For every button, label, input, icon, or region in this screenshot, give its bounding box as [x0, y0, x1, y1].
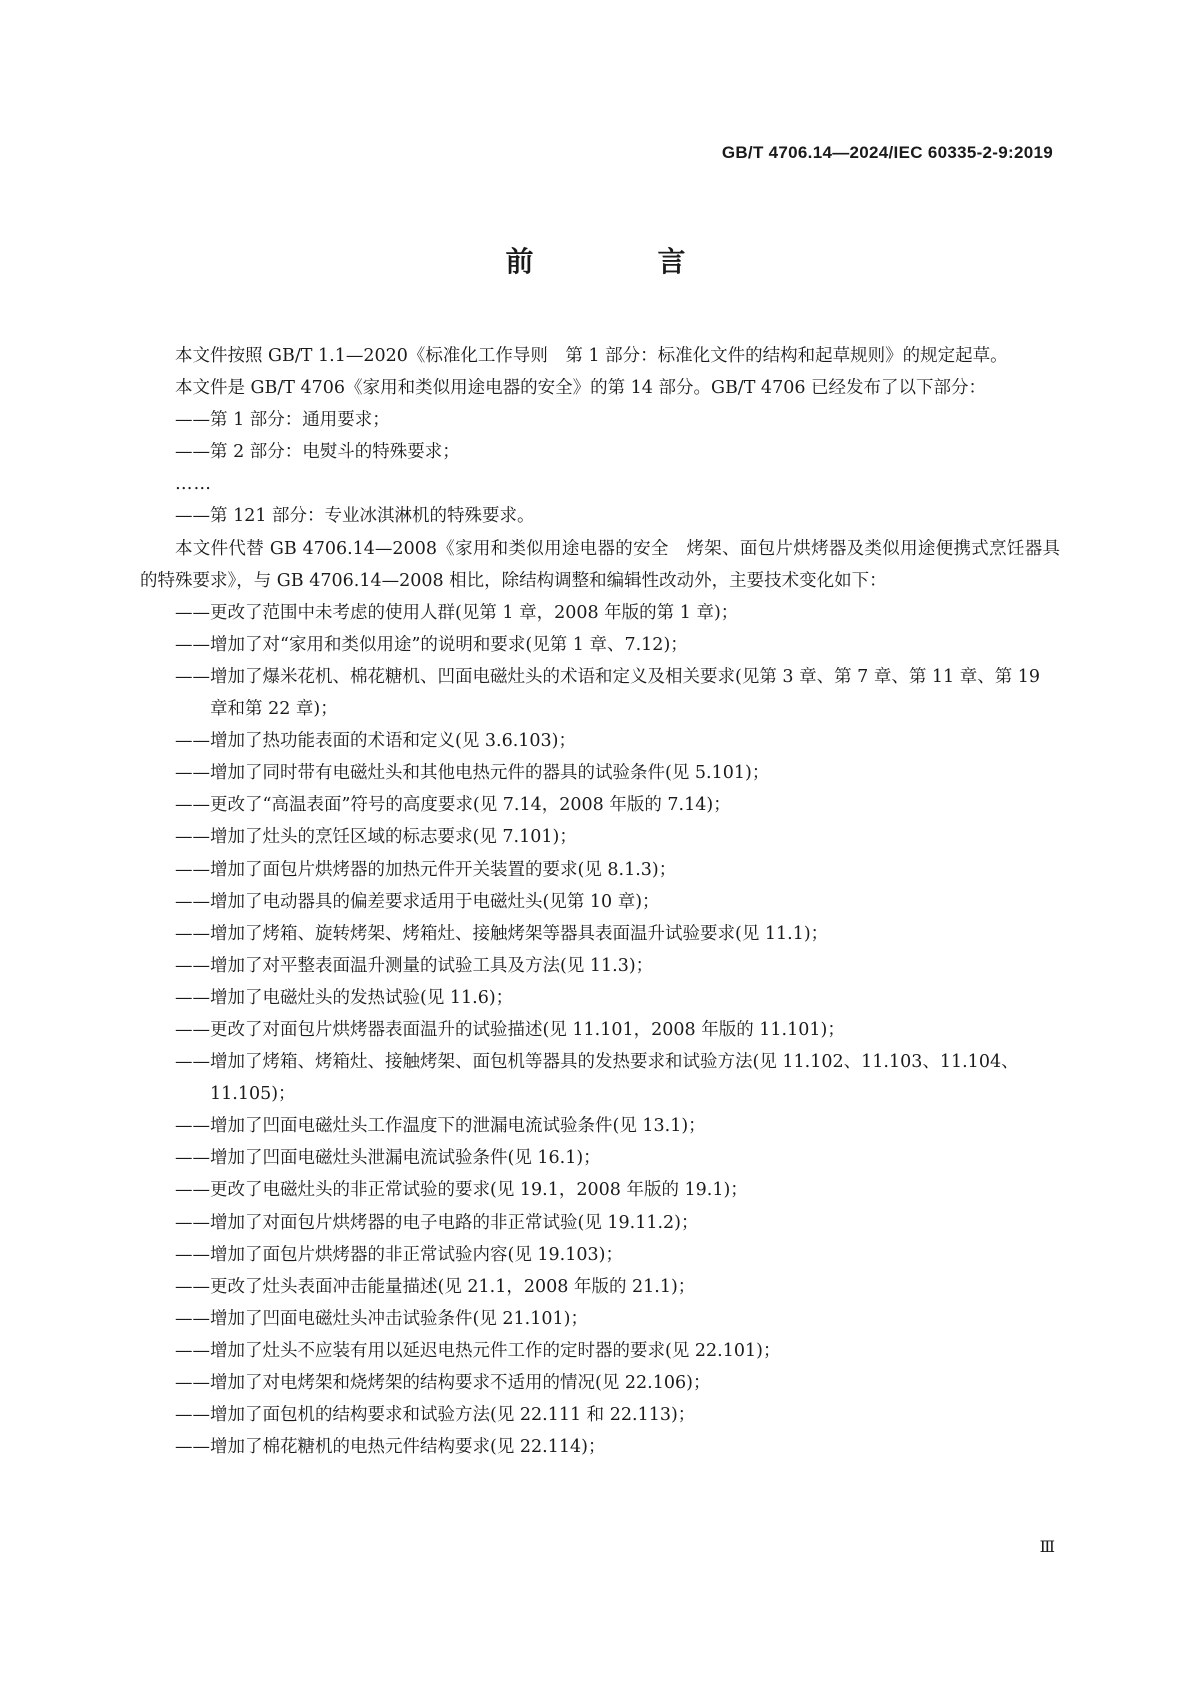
change-item: ——更改了对面包片烘烤器表面温升的试验描述(见 11.101，2008 年版的 11.101)；	[175, 1019, 845, 1040]
change-item: ——增加了电磁灶头的发热试验(见 11.6)；	[175, 987, 514, 1008]
change-item: ——增加了对面包片烘烤器的电子电路的非正常试验(见 19.11.2)；	[175, 1212, 699, 1233]
standard-code-header: GB/T 4706.14—2024/IEC 60335-2-9:2019	[721, 143, 1053, 162]
page-title: 前 言	[505, 245, 734, 278]
change-item: ——增加了凹面电磁灶头工作温度下的泄漏电流试验条件(见 13.1)；	[175, 1116, 706, 1137]
intro-paragraph-2: 本文件是 GB/T 4706《家用和类似用途电器的安全》的第 14 部分。GB/T 4706 已经发布了以下部分：	[175, 378, 987, 399]
page-number: Ⅲ	[1039, 1537, 1055, 1556]
part-item: ——第 2 部分：电熨斗的特殊要求；	[175, 442, 460, 463]
part-item: ——第 1 部分：通用要求；	[175, 410, 390, 431]
intro-paragraph-1: 本文件按照 GB/T 1.1—2020《标准化工作导则 第 1 部分：标准化文件的结构和起草规则》的规定起草。	[175, 346, 1008, 366]
change-item: ——增加了烤箱、烤箱灶、接触烤架、面包机等器具的发热要求和试验方法(见 11.102、11.103、11.104、11.105)；	[175, 1052, 1019, 1105]
change-item: ——增加了爆米花机、棉花糖机、凹面电磁灶头的术语和定义及相关要求(见第 3 章、第 7 章、第 11 章、第 19 章和第 22 章)；	[175, 666, 1041, 720]
change-item: ——增加了热功能表面的术语和定义(见 3.6.103)；	[175, 731, 577, 752]
change-item: ——更改了范围中未考虑的使用人群(见第 1 章，2008 年版的第 1 章)；	[175, 602, 739, 623]
change-item: ——增加了面包机的结构要求和试验方法(见 22.111 和 22.113)；	[175, 1405, 696, 1426]
change-item: ——更改了灶头表面冲击能量描述(见 21.1，2008 年版的 21.1)；	[175, 1276, 696, 1297]
change-item: ——增加了对电烤架和烧烤架的结构要求不适用的情况(见 22.106)；	[175, 1373, 711, 1393]
change-item: ——更改了“高温表面”符号的高度要求(见 7.14，2008 年版的 7.14)；	[175, 795, 731, 816]
change-item: ——增加了对“家用和类似用途”的说明和要求(见第 1 章、7.12)；	[175, 634, 688, 655]
part-item: ——第 121 部分：专业冰淇淋机的特殊要求。	[175, 506, 535, 527]
document-body	[140, 340, 1060, 1463]
change-item: ——增加了面包片烘烤器的非正常试验内容(见 19.103)；	[175, 1244, 623, 1265]
change-item: ——增加了棉花糖机的电热元件结构要求(见 22.114)；	[175, 1437, 606, 1458]
change-item: ——增加了灶头的烹饪区域的标志要求(见 7.101)；	[175, 827, 577, 848]
change-item: ——增加了烤箱、旋转烤架、烤箱灶、接触烤架等器具表面温升试验要求(见 11.1)；	[175, 923, 829, 944]
change-item: ——增加了同时带有电磁灶头和其他电热元件的器具的试验条件(见 5.101)；	[175, 763, 770, 784]
change-item: ——增加了凹面电磁灶头泄漏电流试验条件(见 16.1)；	[175, 1148, 601, 1169]
ellipsis: ……	[175, 474, 212, 495]
change-item: ——更改了电磁灶头的非正常试验的要求(见 19.1，2008 年版的 19.1)；	[175, 1180, 748, 1201]
replace-paragraph: 本文件代替 GB 4706.14—2008《家用和类似用途电器的安全 烤架、面包片烘烤器及类似用途便携式烹饪器具的特殊要求》，与 GB 4706.14—2008 相比，除结构调整和编辑性改动外，主要技术变化如下：	[140, 538, 1060, 591]
change-item: ——增加了凹面电磁灶头冲击试验条件(见 21.101)；	[175, 1308, 588, 1329]
change-item: ——增加了电动器具的偏差要求适用于电磁灶头(见第 10 章)；	[175, 891, 660, 912]
change-item: ——增加了灶头不应装有用以延迟电热元件工作的定时器的要求(见 22.101)；	[175, 1340, 781, 1361]
change-item: ——增加了对平整表面温升测量的试验工具及方法(见 11.3)；	[175, 955, 654, 976]
change-item: ——增加了面包片烘烤器的加热元件开关装置的要求(见 8.1.3)；	[175, 859, 677, 880]
